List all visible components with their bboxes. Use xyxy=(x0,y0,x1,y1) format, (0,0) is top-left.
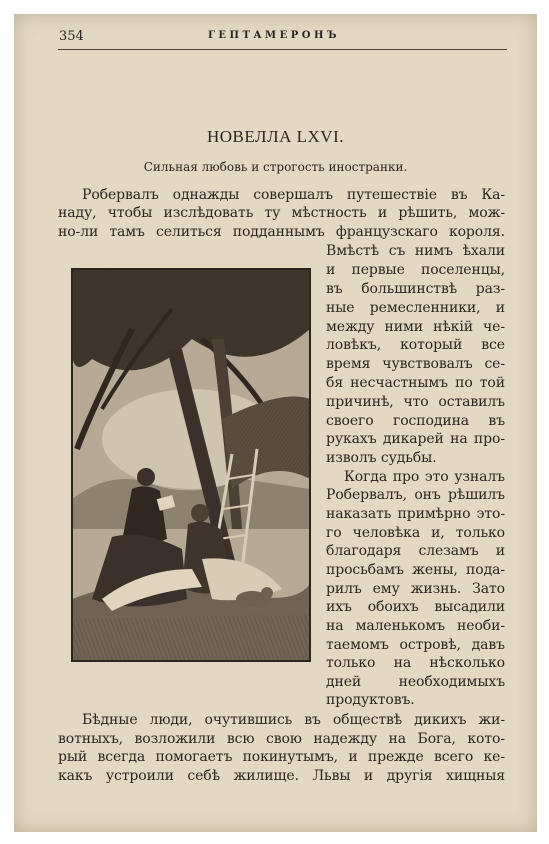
text-line: изволъ судьбы. xyxy=(326,450,437,466)
text-line: Когда про это узналъ xyxy=(344,469,505,485)
text-line: Робервалъ однажды совершалъ путешествіе въ Ка- xyxy=(82,187,505,203)
text-line: дней необходимыхъ xyxy=(326,674,505,690)
text-line: ловѣкъ, который все xyxy=(326,337,505,353)
engraving-illustration xyxy=(71,268,311,662)
page-number: 354 xyxy=(59,29,84,44)
text-line: время чувствовалъ се- xyxy=(326,356,505,372)
text-line: бя несчастнымъ по той xyxy=(326,375,505,391)
book-page xyxy=(14,14,537,832)
text-line: таемомъ островѣ, давъ xyxy=(326,637,505,653)
text-line: только на нѣсколько xyxy=(326,655,505,671)
text-line: причинѣ, что оставилъ xyxy=(326,394,505,410)
text-line: благодаря слезамъ и xyxy=(326,543,505,559)
text-line: своего господина въ xyxy=(326,413,505,429)
header-rule xyxy=(58,49,507,50)
text-line: ные ремесленники, и xyxy=(326,300,505,316)
text-line: но-ли тамъ селиться подданнымъ французскаго короля. xyxy=(58,224,505,240)
text-line: просьбамъ жены, пода- xyxy=(326,562,505,578)
novella-title: НОВЕЛЛА LXVI. xyxy=(207,127,344,146)
text-line: и первые поселенцы, xyxy=(326,262,505,278)
text-line: ихъ обоихъ высадили xyxy=(326,599,505,615)
text-line: какъ устроили себѣ жилище. Львы и другія хищныя xyxy=(58,768,505,784)
castaways-engraving xyxy=(72,269,310,661)
text-line: вотныхъ, возложили всю свою надежду на Бога, кото- xyxy=(58,731,505,747)
text-line: го человѣка и, только xyxy=(326,525,505,541)
text-line: наказать примѣрно это- xyxy=(326,506,505,522)
text-line: на маленькомъ необи- xyxy=(326,618,505,634)
text-line: рый всегда помогаетъ покинутымъ, и прежде всего ке- xyxy=(58,749,505,765)
text-line: Вмѣстѣ съ нимъ ѣхали xyxy=(326,243,505,259)
running-title: ГЕПТАМЕРОНЪ xyxy=(208,30,340,41)
text-line: въ большинствѣ раз- xyxy=(326,281,505,297)
text-line: наду, чтобы изслѣдовать ту мѣстность и рѣшить, мож- xyxy=(58,205,505,221)
text-line: Бѣдные люди, очутившись въ обществѣ дикихъ жи- xyxy=(82,712,505,728)
text-line: продуктовъ. xyxy=(326,692,415,708)
novella-subtitle: Сильная любовь и строгость иностранки. xyxy=(143,160,408,174)
text-line: Робервалъ, онъ рѣшилъ xyxy=(326,487,505,503)
text-line: рилъ ему жизнь. Зато xyxy=(326,581,505,597)
text-line: рукахъ дикарей на про- xyxy=(326,431,505,447)
text-line: между ними нѣкій че- xyxy=(326,319,505,335)
